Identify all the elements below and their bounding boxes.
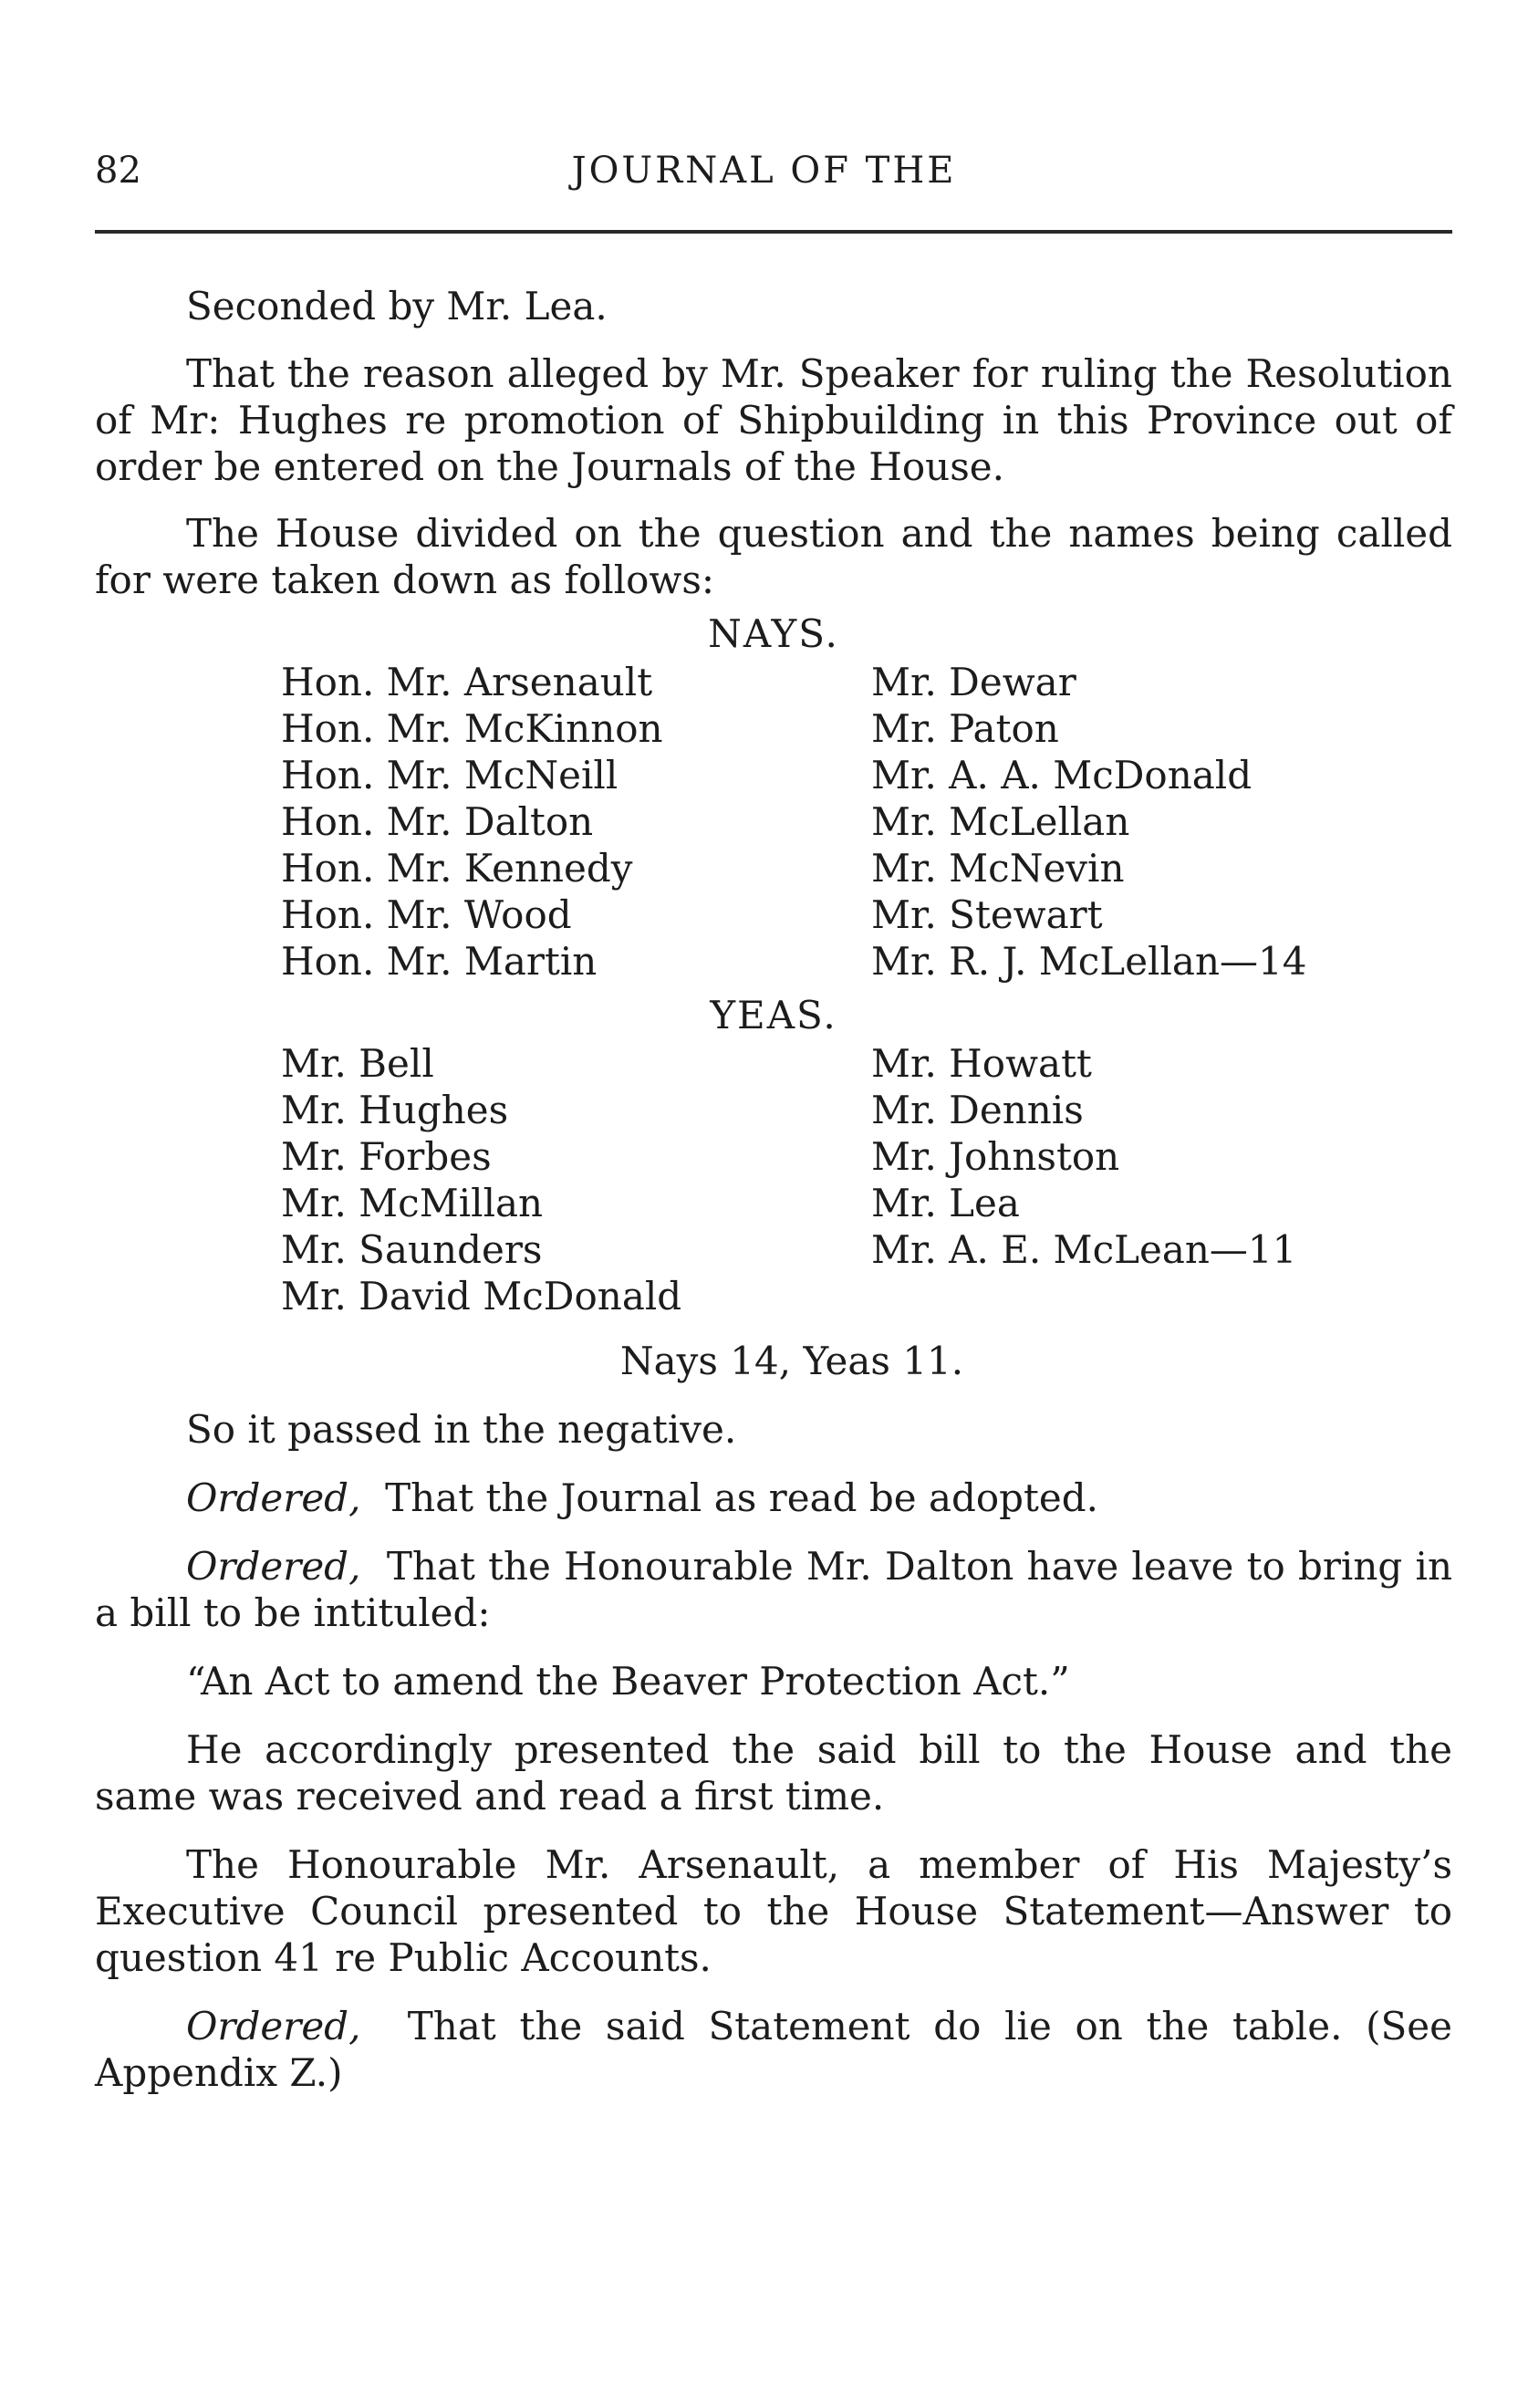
negative-paragraph: So it passed in the negative.: [186, 1407, 737, 1452]
nays-right-column: [871, 659, 1382, 985]
vote-tally: Nays 14, Yeas 11.: [619, 1339, 964, 1383]
nay-name: Mr. R. J. McLellan—14: [871, 939, 1307, 984]
yeas-right-column: [871, 1040, 1382, 1319]
nay-name: Mr. McNevin: [871, 846, 1125, 891]
yeas-heading: YEAS.: [710, 993, 837, 1037]
ordered-table-text: That the said Statement do lie on the table. (See Appendix Z.): [95, 2004, 1452, 2095]
resolution-paragraph: That the reason alleged by Mr. Speaker for ruling the Resolution of Mr: Hughes re promotion of Shipbuilding in this Province out of order be entered on the Journals of the House.: [95, 351, 1452, 489]
nay-name: Hon. Mr. Wood: [281, 892, 572, 937]
nay-name: Hon. Mr. Martin: [281, 939, 598, 984]
yea-name: Mr. Forbes: [281, 1134, 492, 1179]
yeas-left-column: [281, 1040, 871, 1319]
nay-name: Hon. Mr. Dalton: [281, 799, 594, 844]
nay-name: Mr. Paton: [871, 706, 1059, 751]
yea-name: Mr. Hughes: [281, 1088, 509, 1132]
presented-bill-paragraph: He accordingly presented the said bill to the House and the same was received and read a first time.: [95, 1727, 1452, 1819]
nay-name: Hon. Mr. McNeill: [281, 753, 618, 797]
nay-name: Hon. Mr. Kennedy: [281, 846, 633, 891]
nays-heading: NAYS.: [708, 611, 839, 656]
act-title-paragraph: “An Act to amend the Beaver Protection Act.”: [186, 1659, 1070, 1704]
yea-name: Mr. Howatt: [871, 1041, 1092, 1086]
yea-name: Mr. Dennis: [871, 1088, 1084, 1132]
division-paragraph: The House divided on the question and the names being called for were taken down as follows:: [95, 511, 1452, 602]
yea-name: Mr. A. E. McLean—11: [871, 1227, 1297, 1272]
yea-name: Mr. Johnston: [871, 1134, 1120, 1179]
nay-name: Mr. Stewart: [871, 892, 1103, 937]
yea-name: Mr. Saunders: [281, 1227, 543, 1272]
statement-paragraph: The Honourable Mr. Arsenault, a member of His Majesty’s Executive Council presented to the House Statement—Answer to question 41 re Public Accounts.: [95, 1842, 1452, 1980]
ordered-leave-text: That the Honourable Mr. Dalton have leave to bring in a bill to be intituled:: [95, 1544, 1452, 1635]
ordered-label: Ordered,: [186, 1475, 361, 1520]
nay-name: Hon. Mr. Arsenault: [281, 660, 653, 704]
header-rule: [95, 230, 1452, 234]
yea-name: Mr. Bell: [281, 1041, 434, 1086]
ordered-label: Ordered,: [186, 2004, 361, 2048]
nays-left-column: [281, 659, 871, 985]
nay-name: Mr. McLellan: [871, 799, 1130, 844]
ordered-table-paragraph: [95, 2003, 1452, 2096]
ordered-adopted-paragraph: [95, 1475, 1452, 1521]
nay-name: Mr. A. A. McDonald: [871, 753, 1253, 797]
page-body: [95, 283, 1452, 2096]
nay-name: Hon. Mr. McKinnon: [281, 706, 663, 751]
running-title: JOURNAL OF THE: [571, 150, 957, 192]
yea-name: Mr. David McDonald: [281, 1274, 682, 1319]
ordered-label: Ordered,: [186, 1544, 361, 1589]
page-number: 82: [95, 150, 141, 192]
ordered-adopted-text: That the Journal as read be adopted.: [385, 1475, 1099, 1520]
nay-name: Mr. Dewar: [871, 660, 1076, 704]
page-header: [95, 148, 1433, 203]
yea-name: Mr. McMillan: [281, 1181, 544, 1225]
yeas-list: [281, 1040, 1452, 1319]
nays-list: [281, 659, 1452, 985]
ordered-leave-paragraph: [95, 1543, 1452, 1636]
seconded-paragraph: Seconded by Mr. Lea.: [186, 284, 608, 328]
yea-name: Mr. Lea: [871, 1181, 1020, 1225]
